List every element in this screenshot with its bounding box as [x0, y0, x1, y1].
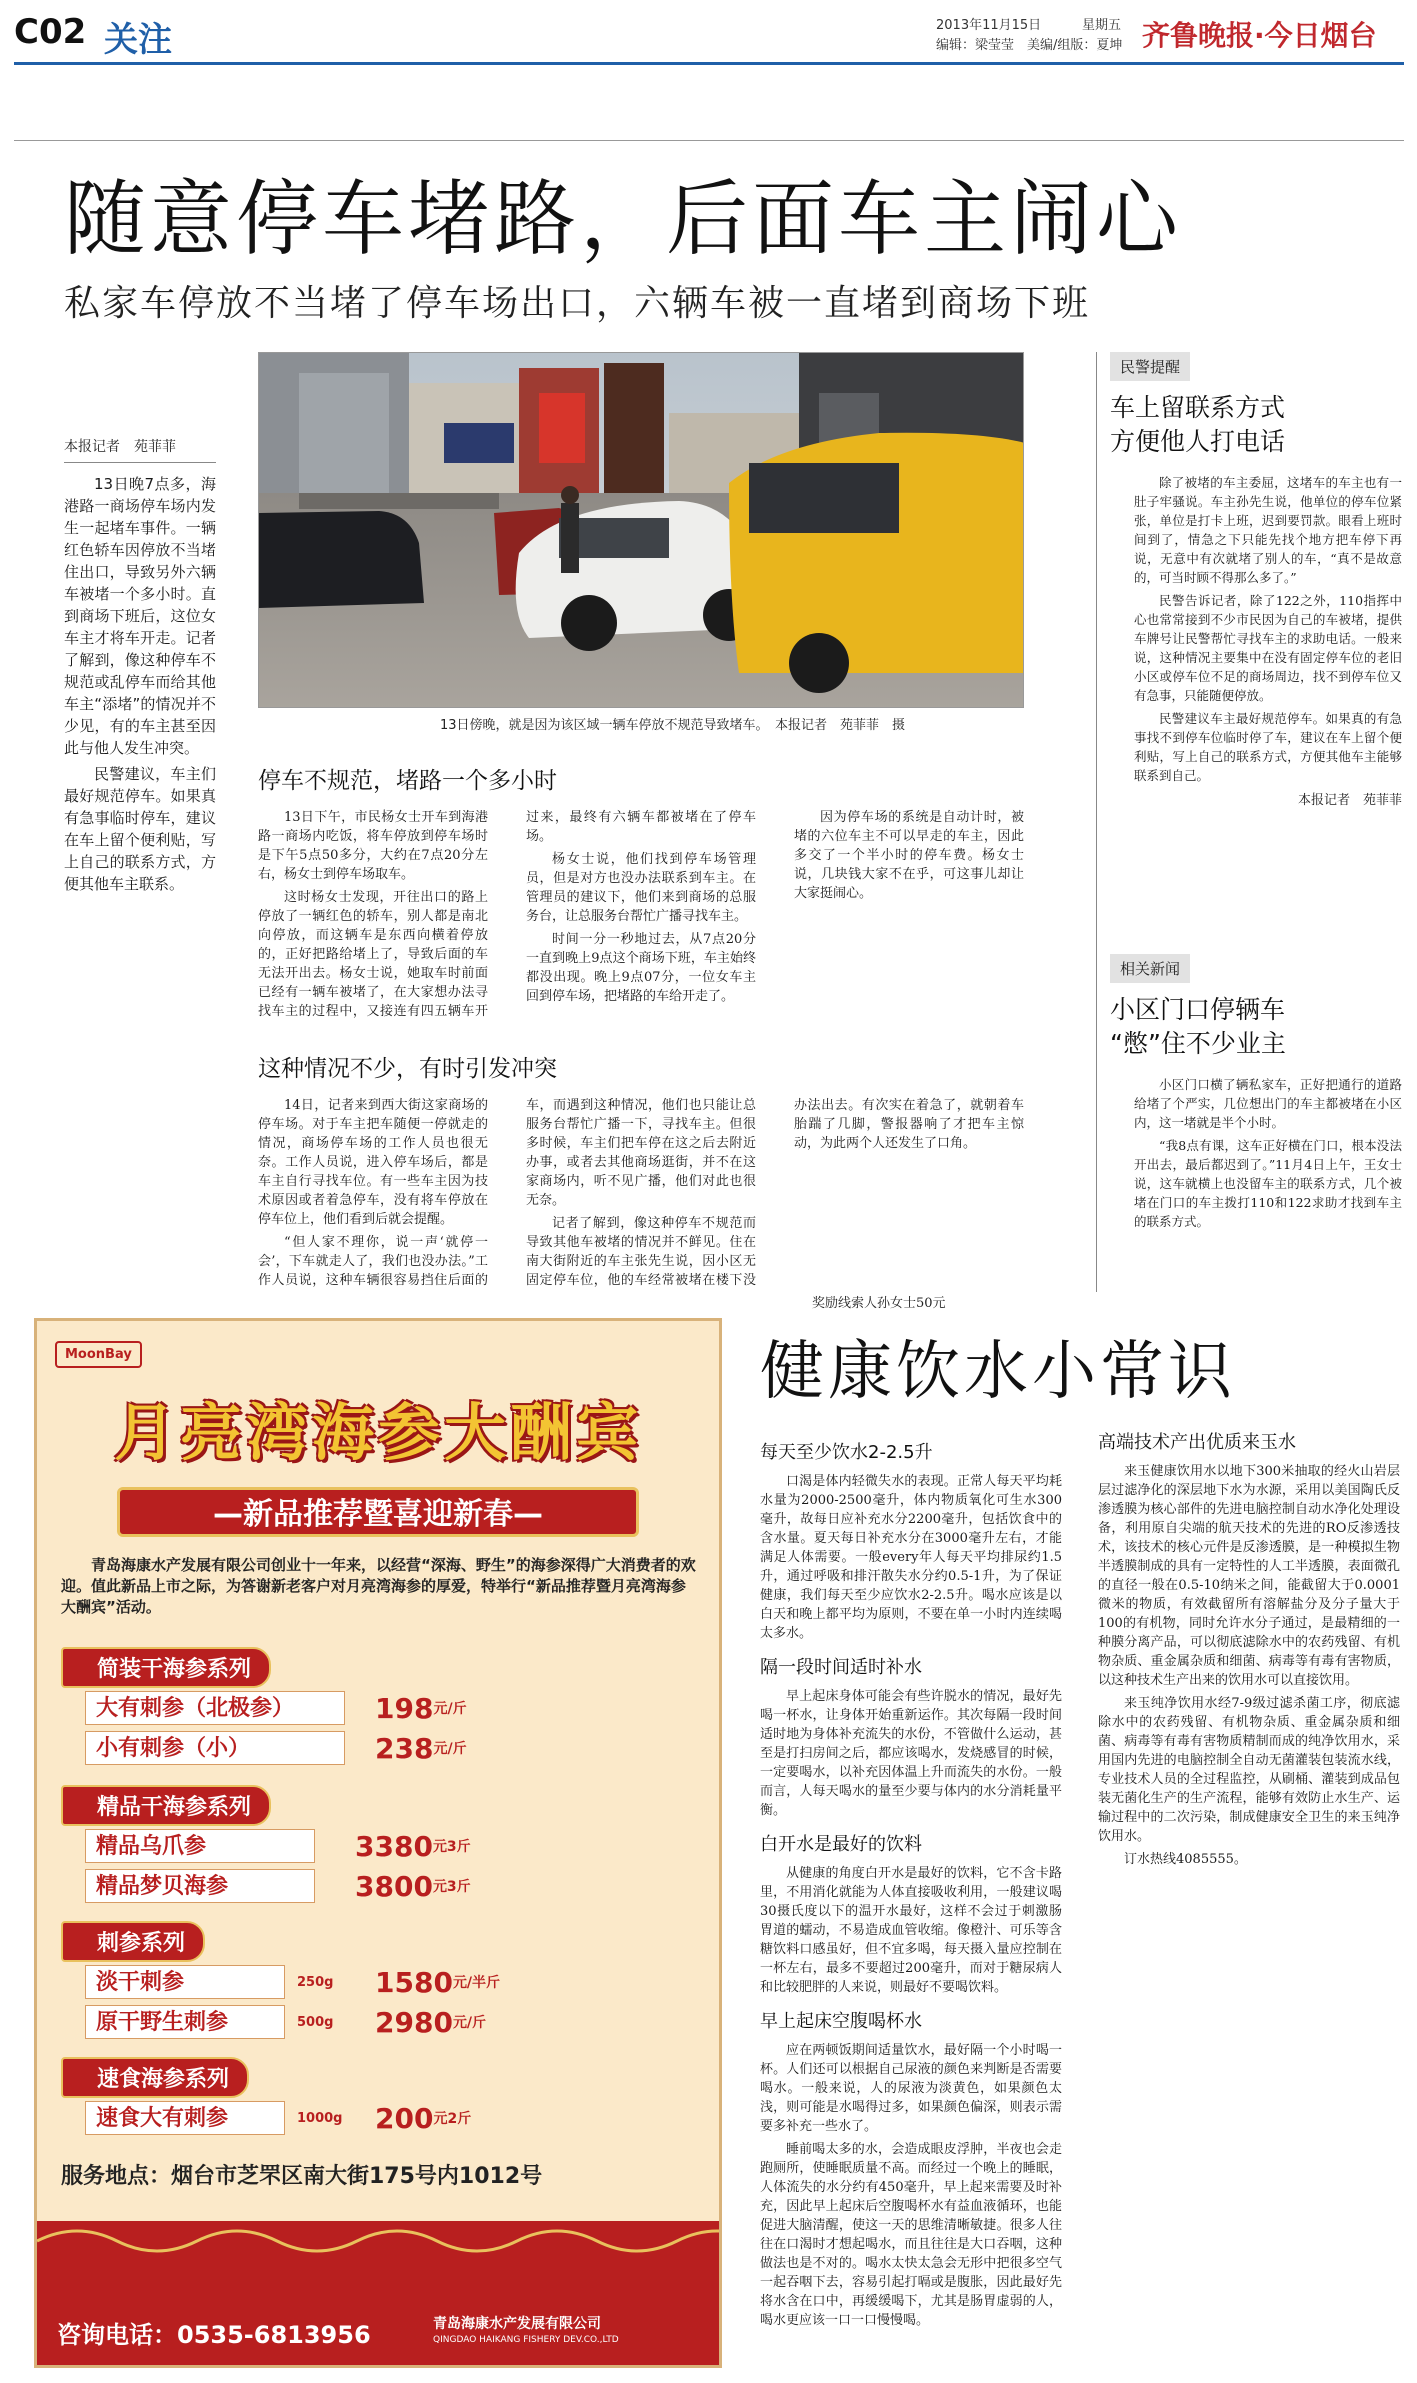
health-subtitle: 早上起床空腹喝杯水	[760, 2011, 922, 2032]
issue-date: 2013年11月15日	[936, 18, 1042, 33]
ad-product-unit: 元/斤	[433, 1701, 467, 1717]
ad-company-name-en: QINGDAO HAIKANG FISHERY DEV.CO.,LTD	[433, 2335, 619, 2345]
ad-brand-logo: MoonBay	[55, 1341, 142, 1368]
health-title: 健康饮水小常识	[760, 1335, 1236, 1409]
story-paragraph: 14日，记者来到西大街这家商场的停车场。对于车主把车随便一停就走的情况，商场停车场的工作人员也很无奈。工作人员说，进入停车场后，都是车主自行寻找车位。有一些车主因为技术原因或者着急停车，没有将车停放在停车位上，他们看到后就会提醒。	[258, 1098, 488, 1227]
headline-title: 随意停车堵路，后面车主闹心	[64, 172, 1183, 267]
sidebar-paragraph: “我8点有课，这车正好横在门口，根本没法开出去，最后都迟到了。”11月4日上午，王女士说，这车就横上也没留车主的联系方式，几个被堵在门口的车主拨打110和122求助才找到车主的联系方式。	[1134, 1138, 1402, 1229]
ad-category-label: 简装干海参系列	[61, 1647, 271, 1688]
health-paragraph: 口渴是体内轻微失水的表现。正常人每天平均耗水量为2000-2500毫升，体内物质氧化可生水300毫升，故每日应补充水分2200毫升，包括饮食中的含水量。夏天每日补充水分在3000毫升左右，才能满足人体需要。一般every年人每天平均排尿约1.5升，通过呼吸和排汗散失水分约0.5-1升，为了保证健康，我们每天至少应饮水2-2.5升。喝水应该是以白天和晚上都平均为原则，不要在单一小时内连续喝太多水。	[760, 1474, 1062, 1641]
ad-category-jingpin	[61, 1785, 271, 1826]
news-photo	[258, 352, 1024, 708]
section2-body	[258, 1096, 1024, 1290]
photo-caption: 13日傍晚，就是因为该区域一辆车停放不规范导致堵车。 本报记者 苑菲菲 摄	[440, 718, 906, 733]
ad-product-price: 1580	[375, 1965, 453, 1999]
ad-product-price: 238	[375, 1731, 434, 1765]
ad-product-unit: 元2斤	[433, 2111, 472, 2127]
story-paragraph: 13日下午，市民杨女士开车到海港路一商场内吃饭，将车停放到停车场时是下午5点50多分，大约在7点20分左右，杨女士到停车场取车。	[258, 810, 488, 882]
sidebar-paragraph: 民警告诉记者，除了122之外，110指挥中心也常常接到不少市民因为自己的车被堵，提供车牌号让民警帮忙寻找车主的求助电话。一般来说，这种情况主要集中在没有固定停车位的老旧小区或停车位不足的商场周边，找不到停车位又有急事，只能随便停放。	[1134, 593, 1402, 703]
health-subtitle: 高端技术产出优质来玉水	[1098, 1432, 1296, 1453]
ad-product-weight: 250g	[297, 1974, 334, 1990]
ad-product-weight: 1000g	[297, 2110, 343, 2126]
ad-product-row	[85, 2099, 685, 2137]
ad-product-name: 速食大有刺参	[85, 2101, 285, 2135]
sidebar-title: 车上留联系方式 方便他人打电话	[1110, 393, 1286, 456]
health-subtitle: 每天至少饮水2-2.5升	[760, 1442, 933, 1463]
sidebar-related-news	[1110, 954, 1402, 1235]
ad-category-label: 精品干海参系列	[61, 1785, 271, 1826]
ad-product-unit: 元/斤	[452, 2015, 487, 2031]
ad-product-price: 2980	[375, 2005, 453, 2039]
section-name: 关注	[104, 20, 172, 60]
ad-category-cishen	[61, 1921, 205, 1962]
ad-product-unit: 元3斤	[432, 1839, 471, 1855]
ad-footer	[37, 2221, 719, 2365]
newspaper-brand: 齐鲁晚报·今日烟台	[1142, 19, 1377, 52]
story-paragraph: 记者了解到，像这种停车不规范而导致其他车被堵的情况并不鲜见。住在南大街附近的车主张先生说，因小区无固定停车位，他的车经常被堵在楼下没办法出去。有次实在着急了，就朝着车胎踹了几脚，警报器响了才把车主惊动，为此两个人还发生了口角。	[526, 1098, 1024, 1288]
reward-note: 奖励线索人孙女士50元	[812, 1296, 946, 1311]
health-hotline: 订水热线4085555。	[1124, 1852, 1247, 1867]
section1-title: 停车不规范，堵路一个多小时	[258, 768, 557, 794]
ad-product-name: 精品梦贝海参	[85, 1869, 315, 1903]
ad-product-row	[85, 1867, 685, 1905]
sidebar-paragraph: 除了被堵的车主委屈，这堵车的车主也有一肚子牢骚说。车主孙先生说，他单位的停车位紧张，单位是打卡上班，迟到要罚款。眼看上班时间到了，情急之下只能先找个地方把车停下再说，无意中有次就堵了别人的车，“真不是故意的，可当时顾不得那么多了。”	[1134, 475, 1402, 585]
ad-product-unit: 元/斤	[433, 1741, 467, 1757]
ad-product-row	[85, 1729, 685, 1767]
ad-service-address: 服务地点：烟台市芝罘区南大街175号内1012号	[61, 2164, 543, 2189]
ad-product-name: 原干野生刺参	[85, 2005, 285, 2039]
ad-product-row	[85, 1827, 685, 1865]
sidebar-byline: 本报记者 苑菲菲	[1297, 793, 1402, 808]
ad-product-price: 198	[375, 1691, 434, 1725]
story-paragraph: 这时杨女士发现，开往出口的路上停放了一辆红色的轿车，别人都是南北向停放，而这辆车是东西向横着停放的，正好把路给堵上了，导致后面的车无法开出去。杨女士说，她取车时前面已经有一辆车被堵了，在大家想办法寻找车主的过程中，又接连有四五辆车开过来，最终有六辆车都被堵在了停车场。	[258, 810, 756, 1019]
ad-product-price: 3800	[355, 1869, 433, 1903]
ad-product-name: 小有刺参（小）	[85, 1731, 345, 1765]
ad-phone[interactable]: 咨询电话：0535-6813956	[57, 2321, 371, 2349]
sidebar-tag: 相关新闻	[1110, 954, 1190, 983]
sidebar-tag: 民警提醒	[1110, 352, 1190, 381]
health-subtitle: 隔一段时间适时补水	[760, 1657, 922, 1678]
sidebar-title: 小区门口停辆车 “憋”住不少业主	[1110, 995, 1286, 1058]
ad-category-label: 刺参系列	[61, 1921, 205, 1962]
lead-paragraph: 13日晚7点多，海港路一商场停车场内发生一起堵车事件。一辆红色轿车因停放不当堵住出口，导致另外六辆车被堵一个多小时。直到商场下班后，这位女车主才将车开走。记者了解到，像这种停车不规范或乱停车而给其他车主“添堵”的情况并不少见，有的车主甚至因此与他人发生冲突。	[64, 475, 216, 757]
health-paragraph: 从健康的角度白开水是最好的饮料，它不含卡路里，不用消化就能为人体直接吸收利用，一般建议喝30摄氏度以下的温开水最好，这样不会过于刺激肠胃道的蠕动，不易造成血管收缩。像橙汁、可乐等含糖饮料口感虽好，但不宜多喝，每天摄入量应控制在一杯左右，最多不要超过200毫升，而对于糖尿病人和比较肥胖的人来说，则最好不要喝饮料。	[760, 1866, 1062, 1995]
masthead-rule-thin	[14, 140, 1404, 141]
lead-paragraph: 民警建议，车主们最好规范停车。如果真有急事临时停车，建议在车上留个便利贴，写上自己的联系方式，方便其他车主联系。	[64, 765, 216, 893]
ad-product-row	[85, 2003, 685, 2041]
health-paragraph: 早上起床身体可能会有些许脱水的情况，最好先喝一杯水，让身体开始重新运作。其次每隔一段时间适时地为身体补充流失的水份，不管做什么运动，甚至是打扫房间之后，都应该喝水，发烧感冒的时候，一定要喝水，以补充因体温上升而流失的水份。一般而言，人每天喝水的量至少要与体内的水分消耗量平衡。	[760, 1689, 1062, 1818]
ad-category-label: 速食海参系列	[61, 2057, 249, 2098]
story-paragraph: “但人家不理你，说一声‘就停一会’，下车就走人了，我们也没办法。”工作人员说，这种车辆很容易挡住后面的车，而遇到这种情况，他们也只能让总服务台帮忙广播一下，寻找车主。但很多时候，车主们把车停在这之后去附近办事，或者去其他商场逛街，并不在这家商场内，听不见广播，他们对此也很无奈。	[258, 1098, 756, 1288]
byline: 本报记者 苑菲菲	[64, 436, 216, 463]
story-paragraph: 杨女士说，他们找到停车场管理员，但是对方也没办法联系到车主。在管理员的建议下，他们来到商场的总服务台，让总服务台帮忙广播寻找车主。	[526, 852, 756, 924]
wave-decoration-icon	[37, 2221, 719, 2261]
story-paragraph: 因为停车场的系统是自动计时，被堵的六位车主不可以早走的车主，因此多交了一个半小时的停车费。杨女士说，几块钱大家不在乎，可这事儿却让大家挺闹心。	[794, 810, 1024, 901]
section2-title: 这种情况不少，有时引发冲突	[258, 1056, 557, 1082]
health-paragraph: 睡前喝太多的水，会造成眼皮浮肿，半夜也会走跑厕所，使睡眠质量不高。而经过一个晚上的睡眠，人体流失的水分约有450毫升，早上起来需要及时补充，因此早上起床后空腹喝杯水有益血液循环，也能促进大脑清醒，使这一天的思维清晰敏捷。很多人往往在口渴时才想起喝水，而且往往是大口吞咽，这种做法也是不对的。喝水太快太急会无形中把很多空气一起吞咽下去，容易引起打嗝或是腹胀，因此最好先将水含在口中，再缓缓喝下，尤其是肠胃虚弱的人，喝水更应该一口一口慢慢喝。	[760, 2142, 1062, 2328]
ad-product-row	[85, 1963, 685, 2001]
headline-subtitle: 私家车停放不当堵了停车场出口，六辆车被一直堵到商场下班	[64, 283, 1091, 324]
advertisement[interactable]	[34, 1318, 722, 2368]
ad-product-price: 200	[375, 2101, 434, 2135]
lead-column	[64, 436, 216, 899]
health-paragraph: 应在两顿饭期间适量饮水，最好隔一个小时喝一杯。人们还可以根据自己尿液的颜色来判断是否需要喝水。一般来说，人的尿液为淡黄色，如果颜色太浅，则可能是水喝得过多，如果颜色偏深，则表示需要多补充一些水了。	[760, 2043, 1062, 2134]
ad-banner: —新品推荐暨喜迎新春—	[117, 1487, 639, 1537]
ad-product-price: 3380	[355, 1829, 433, 1863]
sidebar-paragraph: 小区门口横了辆私家车，正好把通行的道路给堵了个严实，几位想出门的车主都被堵在小区内，这一堵就是半个小时。	[1134, 1077, 1402, 1130]
health-paragraph: 来玉健康饮用水以地下300米抽取的经火山岩层层过滤净化的深层地下水为水源，采用以美国陶氏反渗透膜为核心部件的先进电脑控制自动水净化处理设备，利用原自尖端的航天技术的先进的RO反渗透技术，该技术的核心元件是反渗透膜，是一种模拟生物半透膜制成的具有一定特性的人工半透膜，表面微孔的直径一般在0.5-10纳米之间，能截留大于0.0001微米的物质，有效截留所有溶解盐分及分子量大于100的有机物，同时允许水分子通过，是最精细的一种膜分离产品，可以彻底滤除水中的农药残留、有机物杂质、重金属杂质和细菌、病毒等有毒有害物质，以这种技术生产出来的饮用水可以直接饮用。	[1098, 1464, 1400, 1688]
editors-line: 编辑：梁莹莹 美编/组版：夏坤	[936, 38, 1123, 53]
ad-product-name: 淡干刺参	[85, 1965, 285, 1999]
health-body	[760, 1428, 1400, 2376]
ad-product-row	[85, 1689, 685, 1727]
page-code: C02	[14, 12, 87, 52]
masthead-rule	[14, 62, 1404, 65]
sidebar-police-tip	[1110, 352, 1402, 808]
health-subtitle: 白开水是最好的饮料	[760, 1834, 922, 1855]
section1-body	[258, 808, 1024, 1040]
ad-product-weight: 500g	[297, 2014, 334, 2030]
health-paragraph: 来玉纯净饮用水经7-9级过滤杀菌工序，彻底滤除水中的农药残留、有机物杂质、重金属杂质和细菌、病毒等有毒有害物质精制而成的纯净饮用水，采用国内先进的电脑控制全自动无菌灌装包装流水线，专业技术人员的全过程监控，从刷桶、灌装到成品包装无菌化生产的生产流程，能够有效防止水生产、运输过程中的二次污染，制成健康安全卫生的来玉纯净饮用水。	[1098, 1696, 1400, 1844]
ad-title: 月亮湾海参大酬宾	[113, 1396, 642, 1469]
sidebar-paragraph: 民警建议车主最好规范停车。如果真的有急事找不到停车位临时停了车，建议在车上留个便利贴，写上自己的联系方式，方便其他车主能够联系到自己。	[1134, 711, 1402, 783]
ad-intro: 青岛海康水产发展有限公司创业十一年来，以经营“深海、野生”的海参深得广大消费者的欢迎。值此新品上市之际，为答谢新老客户对月亮湾海参的厚爱，特举行“新品推荐暨月亮湾海参大酬宾”活动。	[61, 1556, 696, 1616]
sidebar-divider	[1096, 352, 1097, 1292]
ad-category-jianzhuang	[61, 1647, 271, 1688]
ad-company-name: 青岛海康水产发展有限公司	[433, 2316, 601, 2332]
ad-product-unit: 元/半斤	[452, 1975, 501, 1991]
story-paragraph: 时间一分一秒地过去，从7点20分一直到晚上9点这个商场下班，车主始终都没出现。晚上9点07分，一位女车主回到停车场，把堵路的车给开走了。	[526, 932, 756, 1004]
parking-lot-photo	[259, 353, 1024, 708]
ad-product-name: 精品乌爪参	[85, 1829, 315, 1863]
ad-category-sushi	[61, 2057, 249, 2098]
ad-product-name: 大有刺参（北极参）	[85, 1691, 345, 1725]
ad-product-unit: 元3斤	[432, 1879, 471, 1895]
issue-weekday: 星期五	[1082, 18, 1122, 33]
